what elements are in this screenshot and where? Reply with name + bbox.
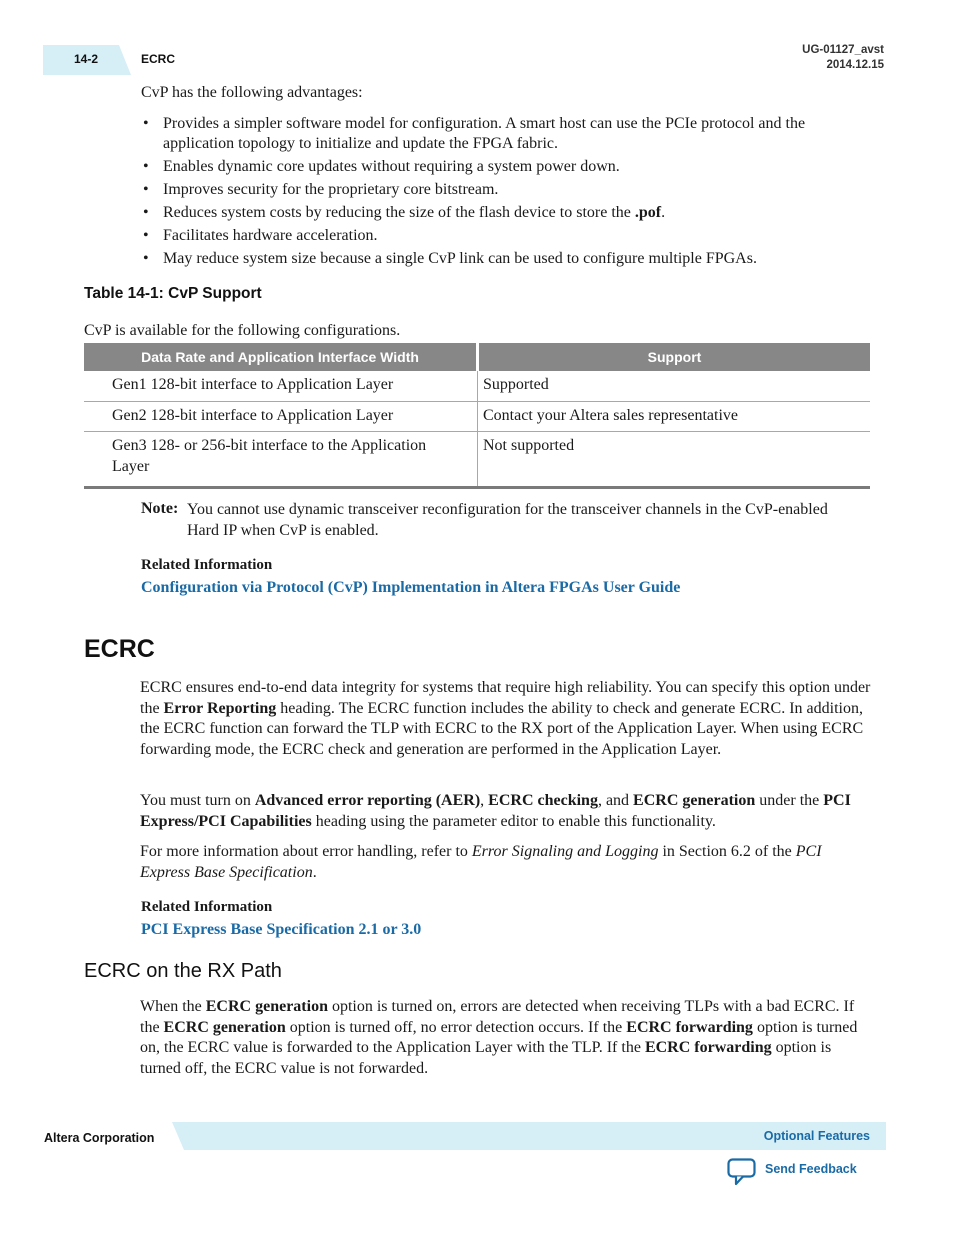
advantages-list [141, 114, 871, 272]
section-heading-rx-path: ECRC on the RX Path [84, 960, 282, 982]
table-row [84, 401, 870, 432]
table-cell: Not supported [478, 432, 871, 488]
list-item: • Reduces system costs by reducing the size of the flash device to store the .pof. [141, 203, 871, 223]
note-text: You cannot use dynamic transceiver reconfiguration for the transceiver channels in the CvP-enabled Hard IP when CvP is enabled. [187, 501, 828, 539]
list-item: • Provides a simpler software model for configuration. A smart host can use the PCIe protocol and the application topology to initialize and update the FPGA fabric. [141, 114, 871, 154]
speech-bubble-icon [727, 1158, 757, 1191]
table-header-row [84, 343, 870, 371]
column-header: Data Rate and Application Interface Width [84, 343, 478, 371]
header-doc-info [802, 43, 884, 73]
table-cell: Gen1 128-bit interface to Application Layer [84, 371, 478, 401]
cvp-support-table [84, 343, 870, 489]
note-label: Note: [141, 500, 179, 517]
table-caption: Table 14-1: CvP Support [84, 285, 262, 302]
table-row [84, 371, 870, 401]
section-heading-ecrc: ECRC [84, 635, 155, 663]
send-feedback-link[interactable]: Send Feedback [765, 1162, 857, 1176]
cvp-intro: CvP has the following advantages: [141, 84, 363, 101]
table-cell: Gen2 128-bit interface to Application Layer [84, 401, 478, 432]
column-header: Support [478, 343, 871, 371]
cvp-user-guide-link[interactable]: Configuration via Protocol (CvP) Implementation in Altera FPGAs User Guide [141, 579, 681, 596]
header-section-title: ECRC [141, 52, 176, 66]
related-info-label: Related Information [141, 899, 273, 915]
doc-date: 2014.12.15 [826, 59, 884, 71]
page-number: 14-2 [74, 52, 99, 66]
list-item: • May reduce system size because a single CvP link can be used to configure multiple FPGAs. [141, 249, 871, 269]
related-info-label: Related Information [141, 557, 273, 573]
ecrc-paragraph-2: You must turn on Advanced error reporting (AER), ECRC checking, and ECRC generation under the PCI Express/PCI Capabilities heading using the parameter editor to enable this functionality. [140, 792, 851, 830]
pcie-spec-link[interactable]: PCI Express Base Specification 2.1 or 3.0 [141, 921, 422, 938]
table-row [84, 432, 870, 488]
list-item: • Improves security for the proprietary core bitstream. [141, 180, 871, 200]
doc-id: UG-01127_avst [802, 44, 884, 56]
table-description: CvP is available for the following configurations. [84, 322, 401, 339]
table-cell: Contact your Altera sales representative [478, 401, 871, 432]
rx-path-paragraph: When the ECRC generation option is turned on, errors are detected when receiving TLPs with a bad ECRC. If the ECRC generation option is turned off, no error detection occurs. If the ECRC forwarding option is turned on, the ECRC value is forwarded to the Application Layer with the TLP. If the ECRC forwarding option is turned off, the ECRC value is not forwarded. [140, 998, 858, 1077]
footer-company: Altera Corporation [44, 1131, 155, 1145]
list-item: • Enables dynamic core updates without requiring a system power down. [141, 157, 871, 177]
pof-term: .pof [634, 204, 662, 221]
table-cell: Gen3 128- or 256-bit interface to the Application Layer [84, 432, 478, 488]
ecrc-paragraph-1: ECRC ensures end-to-end data integrity for systems that require high reliability. You can specify this option under the Error Reporting heading. The ECRC function includes the ability to check and generate ECRC. In addition, the ECRC function can forward the TLP with ECRC to the RX port of the Application Layer. When using ECRC forwarding mode, the ECRC check and generation are performed in the Application Layer. [140, 679, 871, 758]
table-cell: Supported [478, 371, 871, 401]
list-item: • Facilitates hardware acceleration. [141, 226, 871, 246]
footer-chapter-link[interactable]: Optional Features [763, 1129, 870, 1143]
ecrc-paragraph-3: For more information about error handling, refer to Error Signaling and Logging in Section 6.2 of the PCI Express Base Specification. [140, 843, 822, 881]
